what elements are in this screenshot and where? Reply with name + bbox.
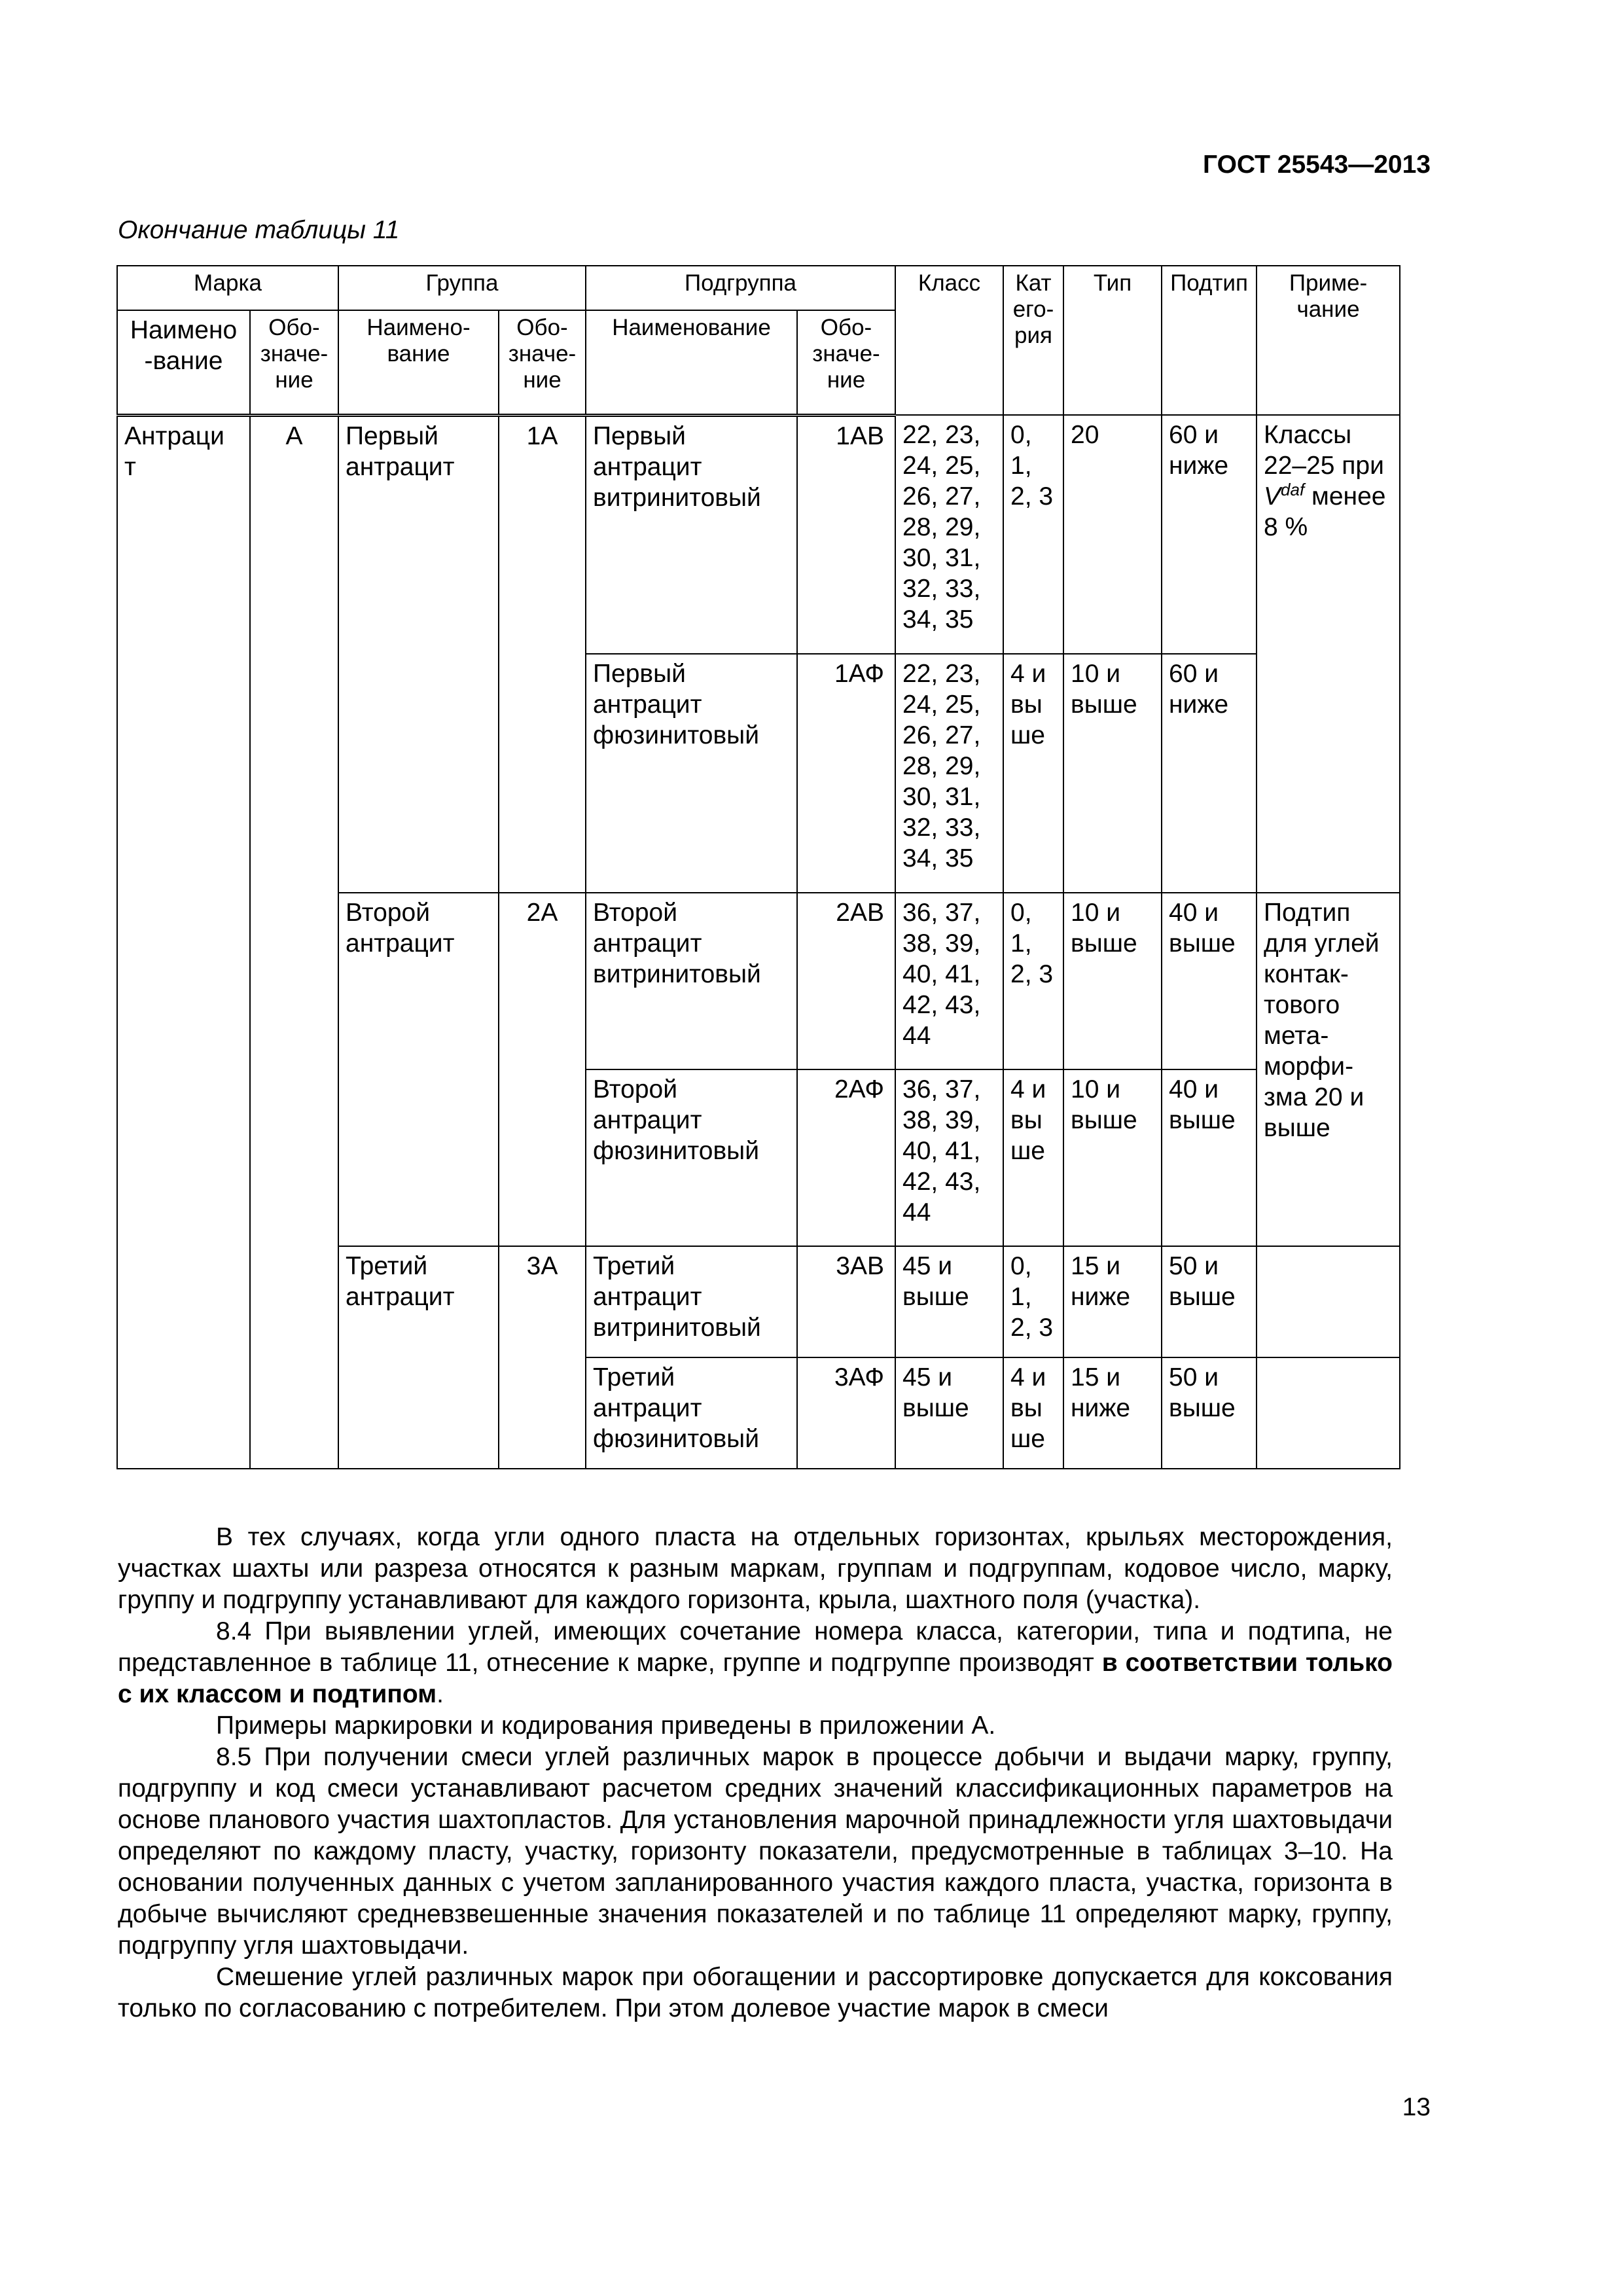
note-cell-empty	[1257, 1246, 1400, 1357]
paragraph: В тех случаях, когда угли одного пласта на отдельных горизонтах, крыльях месторождения, участках шахты или разреза относятся к разным маркам, группам и подгруппам, кодовое число, марку, группу и подгруппу устанавливают для каждого горизонта, крыла, шахтного поля (участка).	[118, 1523, 1393, 1614]
note-superscript: daf	[1281, 480, 1305, 499]
paragraph-8-5: 8.5 При получении смеси углей различных марок в процессе добычи и выдачи марку, группу, подгруппу и код смеси устанавливают расчетом средних значений классификационных параметров на основе планового участия шахтопластов. Для установления марочной принадлежности угля шахтовыдачи определяют по каждому пласту, участку, горизонту показатели, предусмотренные в таблицах 3–10. На основании полученных данных с учетом запланированного участия каждого пласта, участка, горизонта в добыче вычисляют средневзвешенные значения показателей и по таблице 11 определяют марку, группу, подгруппу угля шахтовыдачи.	[118, 1743, 1393, 1960]
header-marka-name: Наимено -вание	[117, 310, 250, 415]
header-kategoriya: Кат его- рия	[1003, 266, 1063, 415]
tip-cell: 15 и ниже	[1063, 1246, 1162, 1357]
klass-cell: 22, 23, 24, 25, 26, 27, 28, 29, 30, 31, 32, 33, 34, 35	[895, 654, 1003, 893]
note-text: Классы 22–25 при	[1264, 421, 1384, 480]
header-marka: Марка	[117, 266, 338, 310]
subgroup-code-cell: 3АВ	[797, 1246, 895, 1357]
header-tip: Тип	[1063, 266, 1162, 415]
marka-code-cell: А	[250, 415, 338, 1469]
group-name-cell: Второй антрацит	[338, 893, 499, 1246]
subgroup-code-cell: 1АВ	[797, 415, 895, 654]
podtip-cell: 60 и ниже	[1162, 415, 1257, 654]
subgroup-code-cell: 2АВ	[797, 893, 895, 1069]
paragraph-text: 8.4 При выявлении углей, имеющих сочетание номера класса, категории, типа и подтипа, не представленное в таблице 11, отнесение к марке, группе и подгруппе производят	[118, 1617, 1393, 1677]
subgroup-name-cell: Первый антрацит фюзинитовый	[586, 654, 797, 893]
group-code-cell: 1А	[499, 415, 586, 893]
paragraph-text-end: .	[437, 1680, 444, 1708]
podtip-cell: 50 и выше	[1162, 1246, 1257, 1357]
header-marka-code: Обо- значе- ние	[250, 310, 338, 415]
page-number: 13	[1402, 2093, 1431, 2121]
klass-cell: 45 и выше	[895, 1357, 1003, 1469]
emphasis-text: в соответствии только с их классом и подтипом	[118, 1649, 1393, 1708]
group-name-cell: Первый антрацит	[338, 415, 499, 893]
tip-cell: 15 и ниже	[1063, 1357, 1162, 1469]
header-gruppa: Группа	[338, 266, 586, 310]
note-cell-2: Подтип для углей контак- тового мета- морфи- зма 20 и выше	[1257, 893, 1400, 1246]
header-podtip: Подтип	[1162, 266, 1257, 415]
header-podgruppa-name: Наименование	[586, 310, 797, 415]
header-gruppa-name: Наимено- вание	[338, 310, 499, 415]
header-gruppa-code: Обо- значе- ние	[499, 310, 586, 415]
klass-cell: 36, 37, 38, 39, 40, 41, 42, 43, 44	[895, 1069, 1003, 1246]
tip-cell: 10 и выше	[1063, 893, 1162, 1069]
podtip-cell: 40 и выше	[1162, 1069, 1257, 1246]
paragraph: Смешение углей различных марок при обогащении и рассортировке допускается для коксования только по согласованию с потребителем. При этом долевое участие марок в смеси	[118, 1963, 1393, 2022]
subgroup-code-cell: 3АФ	[797, 1357, 895, 1469]
subgroup-code-cell: 2АФ	[797, 1069, 895, 1246]
note-text-end: менее 8 %	[1264, 482, 1386, 541]
subgroup-name-cell: Второй антрацит витринитовый	[586, 893, 797, 1069]
body-text	[118, 1522, 1393, 2024]
podtip-cell: 40 и выше	[1162, 893, 1257, 1069]
podtip-cell: 60 и ниже	[1162, 654, 1257, 893]
paragraph: Примеры маркировки и кодирования приведены в приложении А.	[216, 1712, 996, 1740]
table-caption: Окончание таблицы 11	[118, 216, 400, 244]
header-podgruppa: Подгруппа	[586, 266, 895, 310]
header-podgruppa-code: Обо- значе- ние	[797, 310, 895, 415]
kategoriya-cell: 4 и вы ше	[1003, 654, 1063, 893]
group-code-cell: 2А	[499, 893, 586, 1246]
kategoriya-cell: 0, 1, 2, 3	[1003, 1246, 1063, 1357]
klass-cell: 36, 37, 38, 39, 40, 41, 42, 43, 44	[895, 893, 1003, 1069]
tip-cell: 20	[1063, 415, 1162, 654]
classification-table	[116, 265, 1400, 1469]
paragraph-8-4	[118, 1616, 1393, 1710]
subgroup-name-cell: Третий антрацит витринитовый	[586, 1246, 797, 1357]
group-name-cell: Третий антрацит	[338, 1246, 499, 1469]
klass-cell: 22, 23, 24, 25, 26, 27, 28, 29, 30, 31, 32, 33, 34, 35	[895, 415, 1003, 654]
header-primechanie: Приме- чание	[1257, 266, 1400, 415]
kategoriya-cell: 0, 1, 2, 3	[1003, 415, 1063, 654]
subgroup-code-cell: 1АФ	[797, 654, 895, 893]
group-code-cell: 3А	[499, 1246, 586, 1469]
tip-cell: 10 и выше	[1063, 654, 1162, 893]
subgroup-name-cell: Первый антрацит витринитовый	[586, 415, 797, 654]
note-cell-1	[1257, 415, 1400, 893]
marka-name-cell: Антраци т	[117, 415, 250, 1469]
table-row	[117, 415, 1400, 654]
kategoriya-cell: 4 и вы ше	[1003, 1357, 1063, 1469]
note-cell-empty	[1257, 1357, 1400, 1469]
kategoriya-cell: 4 и вы ше	[1003, 1069, 1063, 1246]
note-symbol-v: V	[1264, 482, 1281, 511]
subgroup-name-cell: Третий антрацит фюзинитовый	[586, 1357, 797, 1469]
podtip-cell: 50 и выше	[1162, 1357, 1257, 1469]
tip-cell: 10 и выше	[1063, 1069, 1162, 1246]
subgroup-name-cell: Второй антрацит фюзинитовый	[586, 1069, 797, 1246]
klass-cell: 45 и выше	[895, 1246, 1003, 1357]
document-header: ГОСТ 25543—2013	[1203, 151, 1431, 179]
header-klass: Класс	[895, 266, 1003, 415]
kategoriya-cell: 0, 1, 2, 3	[1003, 893, 1063, 1069]
